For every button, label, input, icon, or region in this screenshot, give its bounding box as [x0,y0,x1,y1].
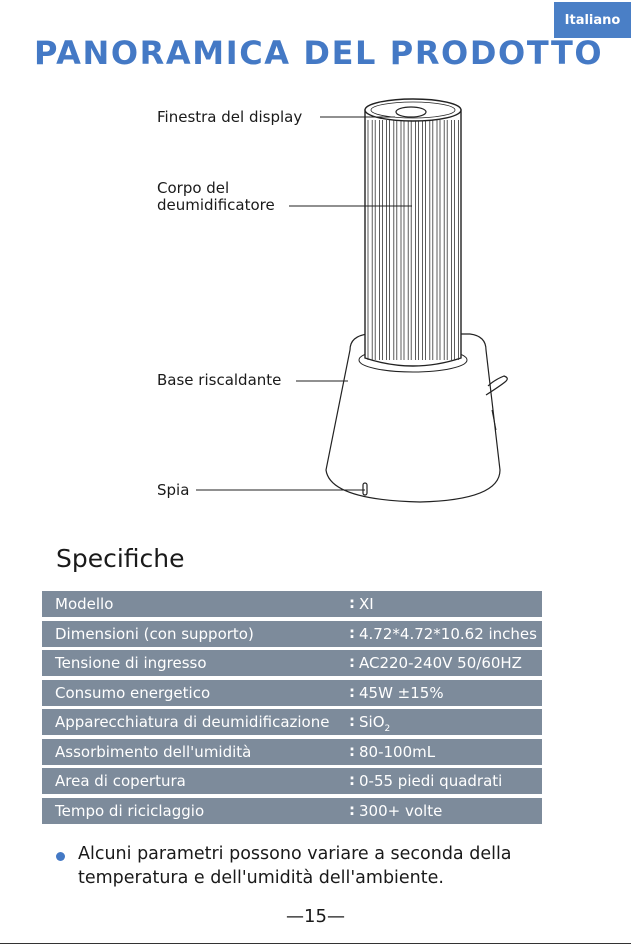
spec-label: Modello [55,595,114,613]
spec-value: AC220-240V 50/60HZ [359,654,522,672]
callout-heating-base: Base riscaldante [157,371,282,389]
spec-separator: : [349,682,355,701]
spec-label: Tempo di riciclaggio [55,801,205,820]
page-title: PANORAMICA DEL PRODOTTO [34,34,604,72]
table-row [42,591,542,617]
callout-indicator-light: Spia [157,481,190,499]
table-row [42,650,542,676]
language-tab: Italiano [554,2,631,38]
table-row [42,798,542,824]
spec-label: Apparecchiatura di deumidificazione [55,713,330,731]
indicator-light-shape [363,483,367,495]
product-diagram [0,90,631,530]
spec-separator: : [349,800,355,819]
spec-separator: : [349,594,355,612]
table-row [42,680,542,706]
note-text: Alcuni parametri possono variare a seconda della temperatura e dell'umidità dell'ambiente. [78,844,512,888]
spec-value: XI [359,595,374,613]
page-number: —15— [286,906,345,927]
bullet-icon [56,852,65,861]
spec-separator: : [349,712,355,730]
spec-value: 0-55 piedi quadrati [359,772,503,790]
display-window-shape [396,107,426,117]
spec-value: 4.72*4.72*10.62 inches [359,624,537,643]
table-row [42,709,542,735]
spec-label: Dimensioni (con supporto) [55,624,254,643]
specs-heading: Specifiche [56,544,185,573]
spec-value: 45W ±15% [359,683,444,702]
table-row [42,768,542,794]
callout-body-line1: Corpo del [157,179,230,197]
spec-value [359,713,390,734]
spec-label: Area di copertura [55,772,186,790]
spec-label: Assorbimento dell'umidità [55,742,252,761]
spec-value: 300+ volte [359,801,443,820]
table-row [42,739,542,765]
callout-body-line2: deumidificatore [157,196,275,214]
spec-value-main: SiO [359,713,385,731]
table-row [42,621,542,647]
spec-separator: : [349,741,355,760]
specs-table [42,591,542,827]
bottom-rule [0,943,631,944]
dehumidifier-illustration [0,90,631,530]
spec-separator: : [349,623,355,642]
spec-value: 80-100mL [359,742,436,761]
spec-separator: : [349,771,355,789]
spec-separator: : [349,653,355,671]
callout-display-window: Finestra del display [157,108,303,126]
spec-label: Consumo energetico [55,683,211,702]
spec-value-subscript: 2 [384,724,391,734]
spec-label: Tensione di ingresso [55,654,207,672]
